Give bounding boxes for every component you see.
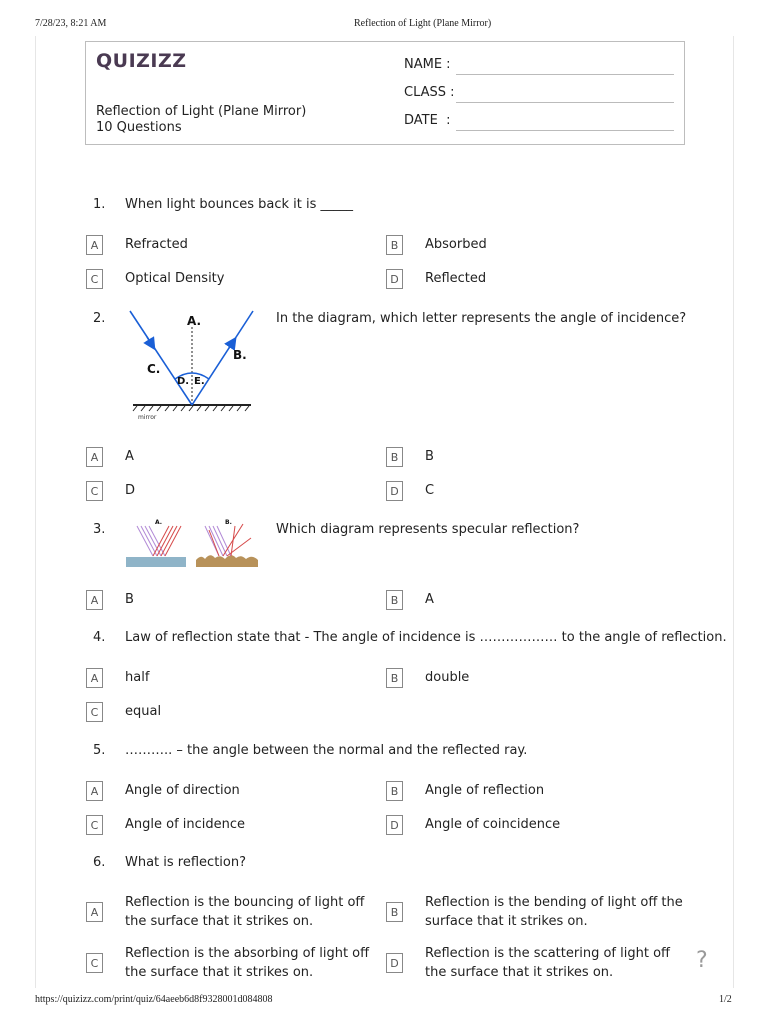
option-letter: C <box>86 481 103 501</box>
option-letter: C <box>86 953 103 973</box>
diagram-label: A. <box>187 314 202 328</box>
option-text: double <box>425 670 470 685</box>
smooth-surface <box>126 557 186 567</box>
option-letter: B <box>386 781 403 801</box>
option-text: Refracted <box>125 237 188 252</box>
name-label: NAME : <box>404 57 451 72</box>
question-number: 3. <box>93 522 106 537</box>
question-count: 10 Questions <box>96 120 182 135</box>
diagram-label: B. <box>233 348 247 362</box>
option-letter: C <box>86 815 103 835</box>
question-number: 5. <box>93 743 106 758</box>
option-letter: B <box>386 447 403 467</box>
option-text: Reflected <box>425 271 487 286</box>
class-line <box>456 102 674 103</box>
option-letter: A <box>86 902 103 922</box>
rough-surface <box>196 555 258 567</box>
option-text: B <box>125 592 134 607</box>
question-text: In the diagram, which letter represents the angle of incidence? <box>276 311 687 326</box>
option-letter: B <box>386 590 403 610</box>
option-text: B <box>425 449 434 464</box>
option-text: Angle of reflection <box>425 783 545 798</box>
date-label: DATE : <box>404 113 451 128</box>
question-text: ……….. – the angle between the normal and the reflected ray. <box>125 743 528 758</box>
sheet-left-edge <box>35 36 36 988</box>
print-datetime: 7/28/23, 8:21 AM <box>35 18 107 29</box>
name-line <box>456 74 674 75</box>
option-letter: A <box>86 781 103 801</box>
incident-arrow <box>147 337 152 345</box>
question-number: 6. <box>93 855 106 870</box>
option-text: C <box>425 483 435 498</box>
help-question-icon[interactable]: ? <box>696 948 708 973</box>
option-letter: C <box>86 269 103 289</box>
diagram-label: E. <box>194 376 205 387</box>
option-letter: A <box>86 447 103 467</box>
option-letter: B <box>386 902 403 922</box>
diagram-label: D. <box>177 376 190 387</box>
option-text: Angle of coincidence <box>425 817 561 832</box>
mirror-hatching <box>133 406 249 411</box>
option-text: Reflection is the bending of light off the surface that it strikes on. <box>425 895 683 929</box>
page-number: 1/2 <box>719 994 732 1005</box>
option-letter: D <box>386 269 403 289</box>
specular-diffuse-diagram <box>125 516 265 572</box>
question-text: When light bounces back it is _____ <box>125 197 354 212</box>
option-letter: D <box>386 953 403 973</box>
option-letter: D <box>386 481 403 501</box>
date-line <box>456 130 674 131</box>
option-letter: D <box>386 815 403 835</box>
option-letter: B <box>386 235 403 255</box>
option-letter: C <box>86 702 103 722</box>
option-text: half <box>125 670 150 685</box>
option-text: A <box>125 449 134 464</box>
question-number: 2. <box>93 311 106 326</box>
question-number: 4. <box>93 630 106 645</box>
print-url: https://quizizz.com/print/quiz/64aeeb6d8f9328001d084808 <box>35 994 273 1005</box>
diagram-label: C. <box>147 362 161 376</box>
incident-ray <box>130 311 192 405</box>
diagram-label: B. <box>225 519 232 526</box>
diagram-label: A. <box>155 519 163 526</box>
question-text: What is reflection? <box>125 855 246 870</box>
option-text: D <box>125 483 136 498</box>
option-text: Optical Density <box>125 271 225 286</box>
option-letter: A <box>86 668 103 688</box>
option-text: Reflection is the bouncing of light off the surface that it strikes on. <box>125 895 365 929</box>
question-text: Law of reflection state that - The angle of incidence is ……………… to the angle of reflection. <box>125 630 727 645</box>
sheet-right-edge <box>733 36 734 988</box>
class-label: CLASS : <box>404 85 455 100</box>
option-text: Angle of incidence <box>125 817 246 832</box>
option-letter: A <box>86 235 103 255</box>
quizizz-logo: QUIZIZZ <box>96 50 187 72</box>
option-text: equal <box>125 704 162 719</box>
reflection-angle-diagram <box>125 305 265 425</box>
option-letter: A <box>86 590 103 610</box>
option-text: Angle of direction <box>125 783 240 798</box>
option-text: A <box>425 592 434 607</box>
question-number: 1. <box>93 197 106 212</box>
option-text: Reflection is the absorbing of light off the surface that it strikes on. <box>125 946 370 980</box>
mirror-label: mirror <box>138 414 157 421</box>
quiz-title: Reflection of Light (Plane Mirror) <box>96 104 307 119</box>
quiz-header <box>85 41 685 145</box>
print-title: Reflection of Light (Plane Mirror) <box>354 18 492 29</box>
option-text: Absorbed <box>425 237 487 252</box>
option-letter: B <box>386 668 403 688</box>
question-text: Which diagram represents specular reflection? <box>276 522 580 537</box>
option-text: Reflection is the scattering of light off the surface that it strikes on. <box>425 946 670 980</box>
